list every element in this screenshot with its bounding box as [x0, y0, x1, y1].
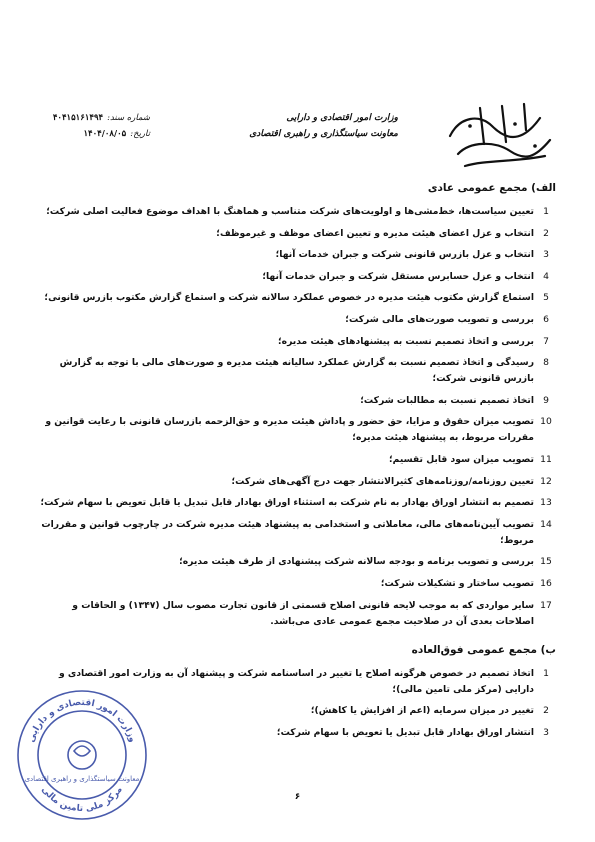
section-a-item-number: 8: [543, 357, 549, 369]
document-number-row: [30, 110, 150, 126]
section-a-item-text: بررسی و اتخاذ تصمیم نسبت به پیشنهادهای هیئت مدیره؛: [277, 335, 534, 347]
section-a-item: [36, 554, 556, 570]
section-a-item: [36, 312, 556, 328]
section-a-item: [36, 247, 556, 263]
document-number-value: ۴۰۴۱۵۱۶۱۴۹۴: [52, 113, 104, 123]
section-a-item: [36, 576, 556, 592]
section-a-item: [36, 204, 556, 220]
section-a-item-number: 14: [540, 518, 552, 530]
document-body: [36, 180, 556, 746]
stamp-outer-text: وزارت امور اقتصادی و دارایی: [26, 697, 138, 744]
section-a-item-text: تصویب میزان سود قابل تقسیم؛: [388, 453, 534, 465]
section-a-item-number: 17: [540, 599, 552, 611]
section-b-item-text: انتشار اوراق بهادار قابل تبدیل یا تعویض با سهام شرکت؛: [276, 726, 534, 738]
section-a-item: [36, 495, 556, 511]
section-a-item-number: 9: [543, 394, 549, 406]
stamp-bottom-text: مرکز ملی تامین مالی: [39, 784, 125, 815]
stamp-inner-text: معاونت سیاستگذاری و راهبری اقتصادی: [24, 775, 140, 783]
section-a-item-number: 4: [543, 270, 549, 282]
section-a-item-text: سایر مواردی که به موجب لایحه قانونی اصلاح قسمتی از قانون تجارت مصوب سال (۱۳۴۷) و الحاقات و اصلاحات بعدی آن در صلاحیت مجمع عمومی عادی می‌باشد.: [72, 599, 534, 627]
section-a-item: [36, 452, 556, 468]
deputy-name: معاونت سیاستگذاری و راهبری اقتصادی: [249, 129, 398, 139]
document-date-row: [30, 126, 150, 142]
document-date-label: تاریخ:: [130, 129, 150, 139]
section-b-title: ب) مجمع عمومی فوق‌العاده: [411, 643, 556, 656]
section-a-item-number: 7: [543, 335, 549, 347]
document-number-label: شماره سند:: [107, 113, 150, 123]
section-b-item-text: تغییر در میزان سرمایه (اعم از افزایش یا کاهش)؛: [310, 705, 534, 717]
section-a-item-number: 10: [540, 416, 552, 428]
page-number: ۶: [294, 792, 301, 802]
section-a-item: [36, 474, 556, 490]
section-a-list: [36, 204, 556, 630]
section-a-item: [36, 414, 556, 446]
section-a-item: [36, 334, 556, 350]
national-finance-center-logo: [440, 96, 560, 176]
section-a-item-text: بررسی و تصویب صورت‌های مالی شرکت؛: [345, 313, 534, 325]
section-a-item-text: انتخاب و عزل بازرس قانونی شرکت و جبران خدمات آنها؛: [275, 249, 534, 261]
section-a-title: الف) مجمع عمومی عادی: [427, 182, 556, 194]
section-b-item-number: 1: [543, 667, 549, 679]
section-a-item-text: انتخاب و عزل اعضای هیئت مدیره و تعیین اعضای موظف و غیرموظف؛: [216, 227, 534, 239]
section-a-item-text: رسیدگی و اتخاذ تصمیم نسبت به گزارش عملکرد سالیانه هیئت مدیره و صورت‌های مالی با توجه به گزارش بازرس قانونی شرکت؛: [59, 357, 534, 385]
section-b-item-number: 3: [543, 726, 549, 738]
section-a-item: [36, 226, 556, 242]
official-stamp: [12, 685, 152, 825]
section-a-item: [36, 290, 556, 306]
section-a-item: [36, 517, 556, 549]
document-date-value: ۱۴۰۴/۰۸/۰۵: [83, 129, 127, 139]
ministry-header: [228, 110, 398, 142]
section-b-item-text: اتخاذ تصمیم در خصوص هرگونه اصلاح یا تغییر در اساسنامه شرکت و پیشنهاد آن به وزارت امور اقتصادی و دارایی (مرکز ملی تامین مالی)؛: [59, 667, 534, 695]
section-a-item-text: تصویب آیین‌نامه‌های مالی، معاملاتی و استخدامی به پیشنهاد هیئت مدیره شرکت در چارچوب قوانین و مقررات مربوط؛: [41, 518, 534, 546]
section-a-item-number: 5: [543, 292, 549, 304]
section-a-item-text: استماع گزارش مکتوب هیئت مدیره در خصوص عملکرد سالانه شرکت و استماع گزارش مکتوب بازرس قانونی؛: [44, 292, 534, 304]
section-a-item-text: تصمیم به انتشار اوراق بهادار به نام شرکت به استثناء اوراق بهادار قابل تبدیل یا قابل تعویض با سهام شرکت؛: [40, 497, 534, 509]
section-a-item: [36, 598, 556, 630]
section-a-item-number: 16: [540, 577, 552, 589]
section-a-item-text: اتخاذ تصمیم نسبت به مطالبات شرکت؛: [360, 394, 534, 406]
section-a-item-number: 2: [543, 227, 549, 239]
section-a-item-number: 11: [540, 453, 552, 465]
section-a-item-number: 1: [543, 206, 549, 217]
section-a-item-number: 13: [540, 497, 552, 509]
section-a-item-text: بررسی و تصویب برنامه و بودجه سالانه شرکت پیشنهادی از طرف هیئت مدیره؛: [179, 556, 534, 568]
section-a-item: [36, 393, 556, 409]
section-a-item-number: 15: [540, 556, 552, 568]
section-a-item-text: انتخاب و عزل حسابرس مستقل شرکت و جبران خدمات آنها؛: [262, 270, 534, 282]
document-meta: [30, 110, 150, 142]
section-a-item-number: 3: [543, 249, 549, 261]
section-a-item-number: 6: [543, 313, 549, 325]
section-a-item: [36, 355, 556, 387]
section-b-item-number: 2: [543, 705, 549, 717]
ministry-name: وزارت امور اقتصادی و دارایی: [286, 113, 398, 123]
section-a-item: [36, 269, 556, 285]
section-a-item-number: 12: [540, 475, 552, 487]
section-a-item-text: تعیین روزنامه/روزنامه‌های کثیرالانتشار جهت درج آگهی‌های شرکت؛: [231, 475, 534, 487]
section-a-item-text: تعیین سیاست‌ها، خط‌مشی‌ها و اولویت‌های شرکت متناسب و هماهنگ با اهداف موضوع فعالیت اصلی شرکت؛: [46, 206, 534, 217]
section-a-item-text: تصویب میزان حقوق و مزایا، حق حضور و پاداش هیئت مدیره و حق‌الزحمه بازرسان قانونی با رعایت قوانین و مقررات مربوط، به پیشنهاد هیئت مدیره؛: [45, 416, 534, 444]
section-a-item-text: تصویب ساختار و تشکیلات شرکت؛: [380, 577, 534, 589]
